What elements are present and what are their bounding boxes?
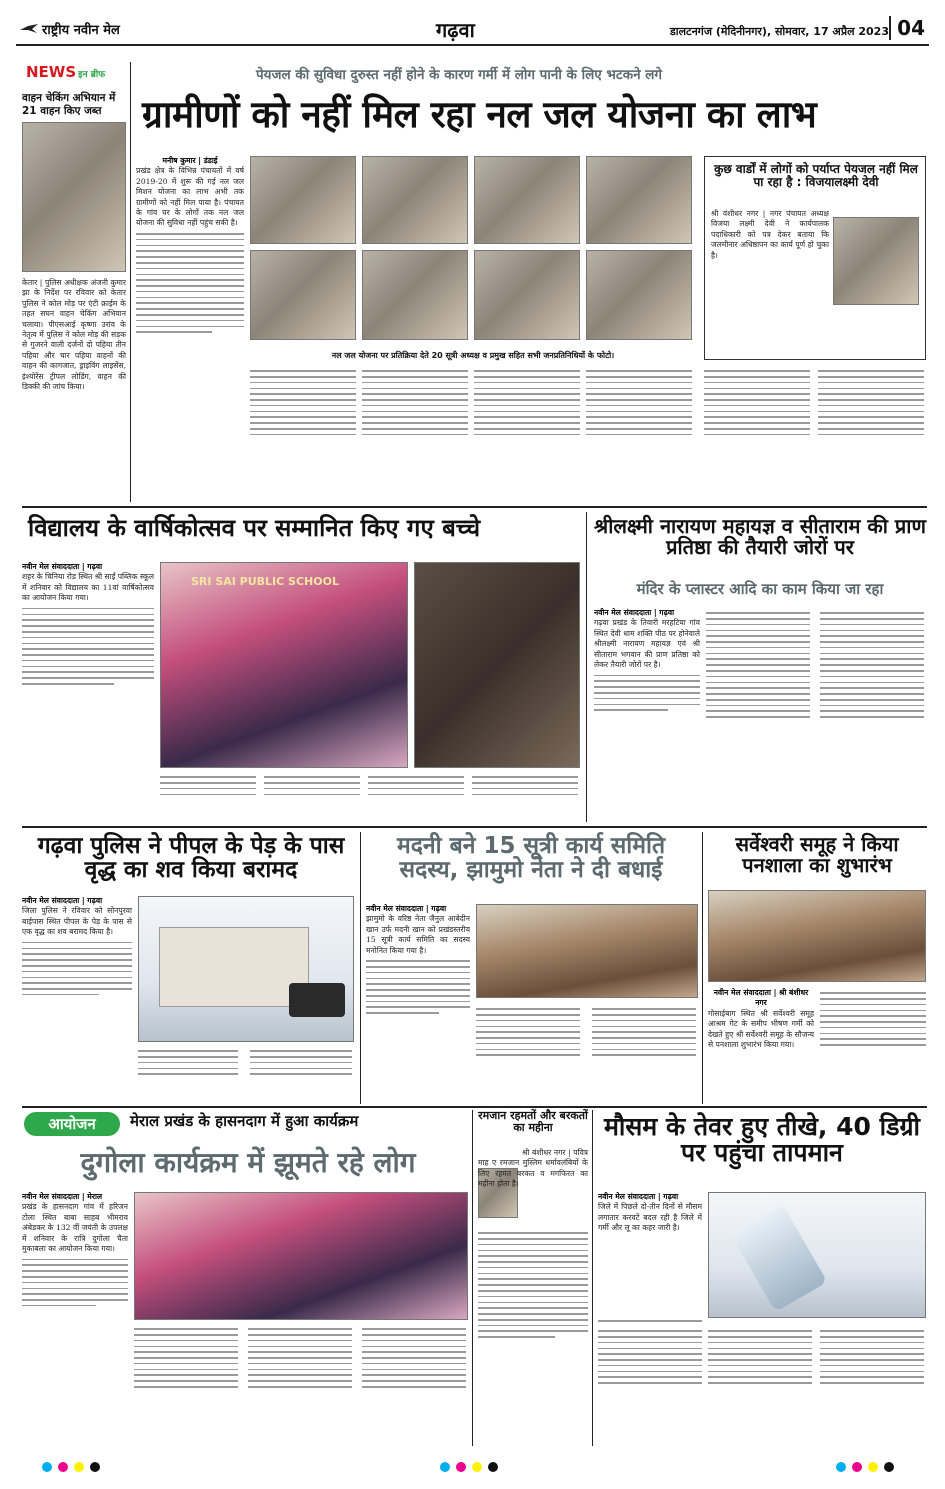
weather-lead: जिले में पिछले दो-तीन दिनों से मौसम लगातार करवटें बदल रही है जिले में गर्मी और लू का कहर जारी है। xyxy=(598,1202,702,1233)
section-city: गढ़वा xyxy=(436,18,475,42)
weather-byline: नवीन मेल संवाददाता | गढ़वा xyxy=(598,1192,679,1201)
dugola-body-columns xyxy=(134,1324,468,1444)
ramzan-body-columns xyxy=(478,1228,588,1444)
main-lead: प्रखंड क्षेत्र के विभिन्न पंचायतों में वर्ष 2019-20 में शुरू की गई नल जल मिशन योजना का लाभ अभी तक ग्रामीणों को नहीं मिल पाया है। पंचायत के गांव घर के लोगों तक नल जल योजना की सुविधा नहीं पहुंच सकी है। xyxy=(136,166,244,228)
school-stage-photo xyxy=(160,562,408,768)
madni-byline: नवीन मेल संवाददाता | गढ़वा xyxy=(366,904,447,913)
school-lamp-photo xyxy=(414,562,580,768)
yagya-lead: गढ़वा प्रखंड के तिवारी मरहटिया गांव स्थित देवी धाम शक्ति पीठ पर होनेवाले श्रीलक्ष्मी नारायण महायज्ञ एवं श्री सीताराम भगवान की प्राण प्रतिष्ठा को लेकर तैयारी जोरों पर है। xyxy=(594,618,700,670)
main-byline: मनीष कुमार | डंडाई xyxy=(162,156,218,165)
dugola-col-1 xyxy=(22,1192,128,1444)
sarveshwari-lead: गोसाईबाग स्थित श्री सर्वेश्वरी समूह आश्रम गेट के समीप भीषण गर्मी को देखते हुए श्री सर्वेश्वरी समूह के सौजन्य से पनशाला शुभारंभ किया गया। xyxy=(708,1008,814,1050)
school-byline: नवीन मेल संवाददाता | गढ़वा xyxy=(22,562,103,571)
divider xyxy=(360,832,361,1104)
magenta-dot xyxy=(456,1462,466,1472)
text-lines xyxy=(22,942,132,996)
dugola-byline: नवीन मेल संवाददाता | मेराल xyxy=(22,1192,103,1201)
dugola-tag-label: आयोजन xyxy=(48,1115,96,1133)
school-col-1 xyxy=(22,562,154,816)
sarveshwari-photo xyxy=(708,890,926,982)
brand-text: राष्ट्रीय नवीन मेल xyxy=(42,23,120,38)
weather-body-columns xyxy=(598,1326,926,1444)
main-headline: ग्रामीणों को नहीं मिल रहा नल जल योजना का लाभ xyxy=(142,93,817,136)
cyan-dot xyxy=(440,1462,450,1472)
text-lines xyxy=(136,233,244,333)
sarveshwari-body-columns xyxy=(820,988,926,1102)
main-kicker: पेयजल की सुविधा दुरुस्त नहीं होने के कारण गर्मी में लोग पानी के लिए भटकने लगे xyxy=(256,67,663,83)
masthead xyxy=(16,14,929,46)
portrait-photo xyxy=(586,156,692,244)
sidebar-box xyxy=(704,156,926,360)
yagya-subhead: मंदिर के प्लास्टर आदि का काम किया जा रहा xyxy=(636,580,884,598)
text-lines xyxy=(594,675,700,711)
sidebar-portrait xyxy=(833,217,919,305)
news-in-brief-logo xyxy=(26,62,105,81)
portrait-photo xyxy=(362,156,468,244)
yagya-col-1 xyxy=(594,608,700,820)
brief-logo-text: इन ब्रीफ xyxy=(78,70,106,80)
dugola-kicker: मेराल प्रखंड के हासनदाग में हुआ कार्यक्रम xyxy=(130,1112,359,1130)
divider xyxy=(22,826,927,828)
stage-banner-text: SRI SAI PUBLIC SCHOOL xyxy=(191,575,339,588)
school-lead: शहर के चिनिया रोड स्थित श्री साईं पब्लिक स्कूल में शनिवार को विद्यालय का 11वां वार्षिकोत्सव का आयोजन किया गया। xyxy=(22,572,154,603)
magenta-dot xyxy=(58,1462,68,1472)
dugola-headline: दुगोला कार्यक्रम में झूमते रहे लोग xyxy=(80,1146,416,1179)
black-dot xyxy=(488,1462,498,1472)
black-dot xyxy=(90,1462,100,1472)
police-body-columns xyxy=(138,1046,354,1102)
building-shape xyxy=(159,927,309,1007)
divider xyxy=(472,1110,473,1446)
school-headline: विद्यालय के वार्षिकोत्सव पर सम्मानित किए गए बच्चे xyxy=(28,514,481,542)
divider xyxy=(586,512,587,822)
yagya-headline: श्रीलक्ष्मी नारायण महायज्ञ व सीताराम की प्राण प्रतिष्ठा की तैयारी जोरों पर xyxy=(594,514,926,559)
sarveshwari-headline: सर्वेश्वरी समूह ने किया पनशाला का शुभारंभ xyxy=(735,832,899,877)
police-lead: जिला पुलिस ने रविवार को सोनपुरवा बाईपास स्थित पीपल के पेड़ के पास से एक वृद्ध का शव बरामद किया है। xyxy=(22,906,132,937)
text-lines xyxy=(366,960,470,1014)
dugola-lead: प्रखंड के हासनदाग गांव में हरिजन टोला स्थित बाबा साहब भीमराव अंबेडकर के 132 वीं जयंती के उपलक्ष में शनिवार के रात्रि दुगोला चैता मुकाबला का आयोजन किया गया। xyxy=(22,1202,128,1254)
black-dot xyxy=(884,1462,894,1472)
madni-group-photo xyxy=(476,904,698,998)
text-lines xyxy=(22,608,154,685)
yellow-dot xyxy=(74,1462,84,1472)
cyan-dot xyxy=(836,1462,846,1472)
divider xyxy=(592,1110,593,1446)
brief-body: केतार | पुलिस अधीक्षक अंजनी कुमार झा के निर्देश पर रविवार को केतार पुलिस ने कोल मोड़ पर एंटी क्राईम के तहत सघन वाहन चेकिंग अभियान चलाया। पीएसआई कृष्णा उरांव के नेतृत्व में पुलिस ने कोल मोड़ की सड़क से गुजरने वाली दर्जनों दो पहिया तीन पहिया और चार पहिया वाहनों की वाहन की कागजात, ड्राइविंग लाइसेंस, इंश्योरेंस ट्रीपल लोडिंग, वाहन की डिक्की की जांच किया। xyxy=(22,278,126,392)
divider xyxy=(22,506,927,508)
main-body-columns xyxy=(250,366,696,500)
brand-name xyxy=(20,20,120,38)
vehicle-shape xyxy=(289,983,345,1017)
yellow-dot xyxy=(868,1462,878,1472)
yagya-byline: नवीन मेल संवाददाता | गढ़वा xyxy=(594,608,675,617)
ramzan-body: श्री बंशीधर नगर | पवित्र माह ए रमजान मुस्लिम धर्मावलंबियों के लिए रहमत बरकत व मगफिरत का महीना होता है। xyxy=(478,1148,588,1189)
sarveshwari-col-1 xyxy=(708,988,814,1102)
portrait-photo xyxy=(586,250,692,340)
water-bottle-shape xyxy=(731,1204,828,1312)
main-body-columns xyxy=(704,366,926,500)
sidebar-headline: कुछ वार्डों में लोगों को पर्याप्त पेयजल नहीं मिल पा रहा है : विजयालक्ष्मी देवी xyxy=(714,162,918,189)
portrait-photo xyxy=(474,156,580,244)
sidebar-body: श्री वंशीधर नगर | नगर पंचायत अध्यक्ष विजया लक्ष्मी देवी ने कार्यपालक पदाधिकारी को पत्र देकर बताया कि जलमीनार अधिष्ठापन का कार्य पूर्ण हो चुका है। xyxy=(711,209,829,260)
divider xyxy=(22,1106,927,1108)
weather-water-photo xyxy=(708,1192,926,1318)
weather-headline: मौसम के तेवर हुए तीखे, 40 डिग्री पर पहुंचा तापमान xyxy=(603,1112,921,1168)
police-byline: नवीन मेल संवाददाता | गढ़वा xyxy=(22,896,103,905)
photo-caption: नल जल योजना पर प्रतिक्रिया देते 20 सूत्री अध्यक्ष व प्रमुख सहित सभी जनप्रतिनिधियों के फोटो। xyxy=(331,351,615,360)
yagya-body-columns xyxy=(706,608,926,820)
police-station-photo xyxy=(138,896,354,1042)
madni-col-1 xyxy=(366,904,470,1102)
magenta-dot xyxy=(852,1462,862,1472)
main-col-1 xyxy=(136,156,244,498)
portrait-photo xyxy=(250,250,356,340)
school-body-columns xyxy=(160,772,580,818)
text-lines xyxy=(22,1259,128,1307)
brief-photo xyxy=(22,122,126,272)
yellow-dot xyxy=(472,1462,482,1472)
news-in-brief xyxy=(22,62,128,500)
ramzan-headline: रमजान रहमतों और बरकतों का महीना xyxy=(478,1109,588,1134)
portrait-photo xyxy=(362,250,468,340)
dugola-tag xyxy=(24,1112,120,1136)
madni-headline: मदनी बने 15 सूत्री कार्य समिति सदस्य, झामुमो नेता ने दी बधाई xyxy=(396,833,666,884)
bird-logo-icon xyxy=(20,24,38,34)
weather-col-1 xyxy=(598,1192,702,1316)
police-headline: गढ़वा पुलिस ने पीपल के पेड़ के पास वृद्ध का शव किया बरामद xyxy=(37,833,345,884)
dateline: डालटनगंज (मेदिनीनगर), सोमवार, 17 अप्रैल 2023 xyxy=(669,25,889,38)
police-col-1 xyxy=(22,896,132,1102)
portrait-photo xyxy=(250,156,356,244)
madni-body-columns xyxy=(476,1004,698,1102)
divider xyxy=(130,62,131,502)
dugola-event-photo xyxy=(134,1192,468,1320)
brief-headline: वाहन चेकिंग अभियान में 21 वाहन किए जब्त xyxy=(22,92,116,117)
sarveshwari-byline: नवीन मेल संवाददाता | श्री बंशीधर नगर xyxy=(713,988,809,1008)
page-number: 04 xyxy=(889,16,925,40)
weather-col-1-lines xyxy=(598,1316,702,1326)
news-logo-text: NEWS xyxy=(26,63,77,81)
portrait-photo xyxy=(474,250,580,340)
portrait-grid xyxy=(250,156,696,346)
madni-lead: झामुमो के वरिष्ठ नेता जैनुल आबेदीन खान उर्फ मदनी खान को प्रखंडस्तरीय 15 सूत्री कार्य समिति का सदस्य मनोनित किया गया है। xyxy=(366,914,470,955)
color-registration-bar xyxy=(0,1456,945,1480)
cyan-dot xyxy=(42,1462,52,1472)
divider xyxy=(702,832,703,1104)
